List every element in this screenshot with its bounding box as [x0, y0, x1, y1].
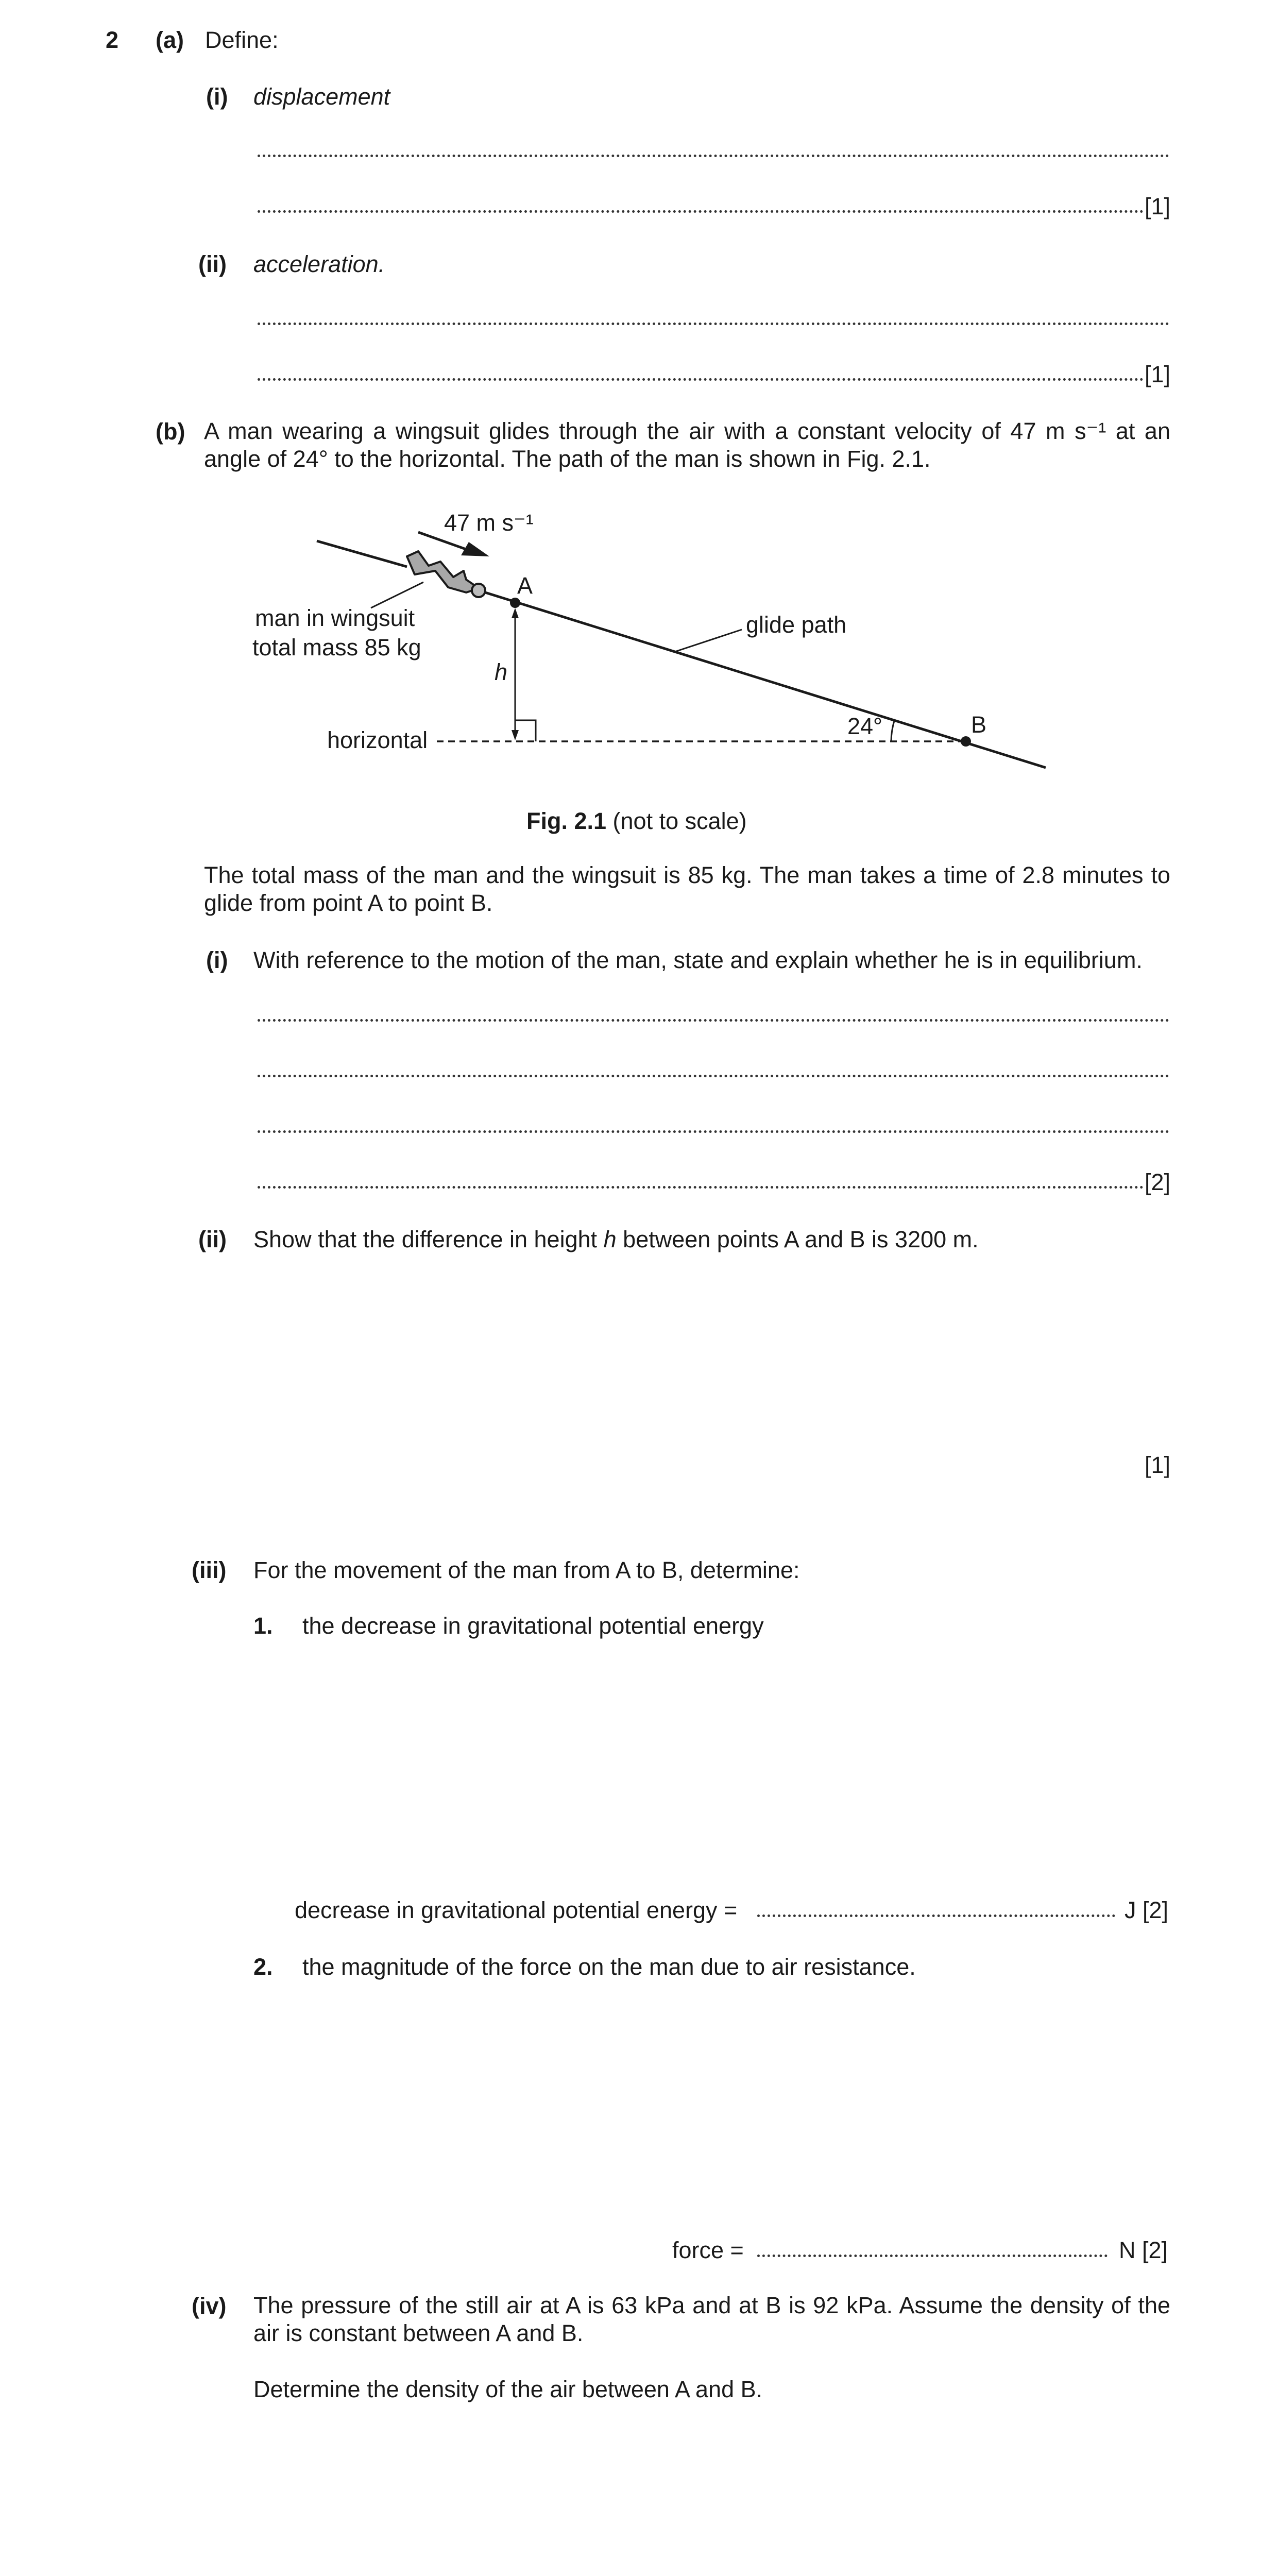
part-b-ii-text-var: h	[603, 1226, 617, 1252]
question-number: 2	[106, 27, 119, 53]
part-b-i-label: (i)	[206, 947, 228, 973]
point-b-label: B	[971, 711, 987, 738]
part-b-label: (b)	[156, 418, 185, 445]
mark-allocation: [1]	[1145, 361, 1171, 387]
mark-allocation: [1]	[1145, 193, 1171, 219]
part-b-info: The total mass of the man and the wingsuit is 85 kg. The man takes a time of 2.8 minutes to glide from point A to point B.	[204, 862, 1170, 916]
h-arrowhead-top	[512, 608, 519, 618]
part-b-ii-text	[253, 1226, 979, 1253]
figure-2-1	[0, 0, 1278, 850]
part-b-iii-1-text: the decrease in gravitational potential energy	[302, 1613, 764, 1639]
answer-line[interactable]	[258, 1186, 1144, 1189]
part-b-ii-text-before: Show that the difference in height	[253, 1226, 604, 1252]
part-b-ii-label: (ii)	[198, 1226, 227, 1252]
glide-path-leader	[675, 630, 742, 652]
part-b-iii-2-text: the magnitude of the force on the man due to air resistance.	[302, 1954, 916, 1980]
glide-path-label: glide path	[746, 612, 847, 638]
part-b-iv-label: (iv)	[192, 2293, 227, 2319]
wingsuit-shape	[407, 551, 479, 592]
part-b-iii-2-label: 2.	[253, 1954, 273, 1980]
force-answer-line[interactable]	[757, 2255, 1107, 2257]
part-a-i-text: displacement	[253, 83, 390, 110]
part-b-iv-text2: Determine the density of the air between A and B.	[253, 2376, 763, 2402]
part-a-label: (a)	[156, 27, 184, 53]
part-b-ii-text-after: between points A and B is 3200 m.	[616, 1226, 979, 1252]
part-a-ii-label: (ii)	[198, 251, 227, 277]
figure-caption	[526, 808, 747, 835]
part-a-prompt: Define:	[205, 27, 279, 53]
part-a-ii-text: acceleration.	[253, 251, 385, 277]
answer-line[interactable]	[258, 1075, 1169, 1077]
angle-label: 24°	[847, 713, 883, 739]
velocity-label: 47 m s⁻¹	[444, 510, 534, 536]
force-answer-label: force =	[672, 2237, 744, 2263]
figure-caption-rest: (not to scale)	[606, 808, 747, 834]
figure-caption-bold: Fig. 2.1	[526, 808, 607, 834]
man-label-line2: total mass 85 kg	[252, 634, 421, 660]
part-b-iv-text: The pressure of the still air at A is 63 kPa and at B is 92 kPa. Assume the density of the air is constant between A and B.	[253, 2292, 1170, 2346]
man-label-line1: man in wingsuit	[255, 605, 415, 631]
man-head	[472, 584, 485, 597]
mark-allocation: [1]	[1145, 1452, 1171, 1478]
approach-path	[317, 541, 407, 567]
angle-arc	[891, 719, 895, 741]
man-leader-line	[371, 582, 423, 608]
part-b-intro: A man wearing a wingsuit glides through the air with a constant velocity of 47 m s⁻¹ at an angle of 24° to the horizontal. The path of the man is shown in Fig. 2.1.	[204, 418, 1170, 472]
h-arrowhead-bottom	[512, 730, 519, 740]
part-b-iii-label: (iii)	[192, 1557, 227, 1583]
force-unit-mark: N [2]	[1119, 2237, 1168, 2263]
gpe-answer-line[interactable]	[757, 1914, 1115, 1917]
velocity-arrowhead	[461, 542, 489, 556]
point-a-dot	[510, 598, 520, 608]
part-b-iii-text: For the movement of the man from A to B, determine:	[253, 1557, 800, 1583]
horizontal-label: horizontal	[327, 727, 428, 753]
part-b-i-text: With reference to the motion of the man, state and explain whether he is in equilibrium.	[253, 947, 1143, 973]
mark-allocation: [2]	[1145, 1169, 1171, 1195]
gpe-unit-mark: J [2]	[1124, 1897, 1169, 1923]
answer-line[interactable]	[258, 1130, 1169, 1133]
answer-line[interactable]	[258, 1019, 1169, 1022]
h-label: h	[495, 659, 508, 685]
part-b-iii-1-label: 1.	[253, 1613, 273, 1639]
part-a-i-label: (i)	[206, 83, 228, 110]
gpe-answer-label: decrease in gravitational potential energy =	[295, 1897, 738, 1923]
point-a-label: A	[517, 572, 533, 599]
